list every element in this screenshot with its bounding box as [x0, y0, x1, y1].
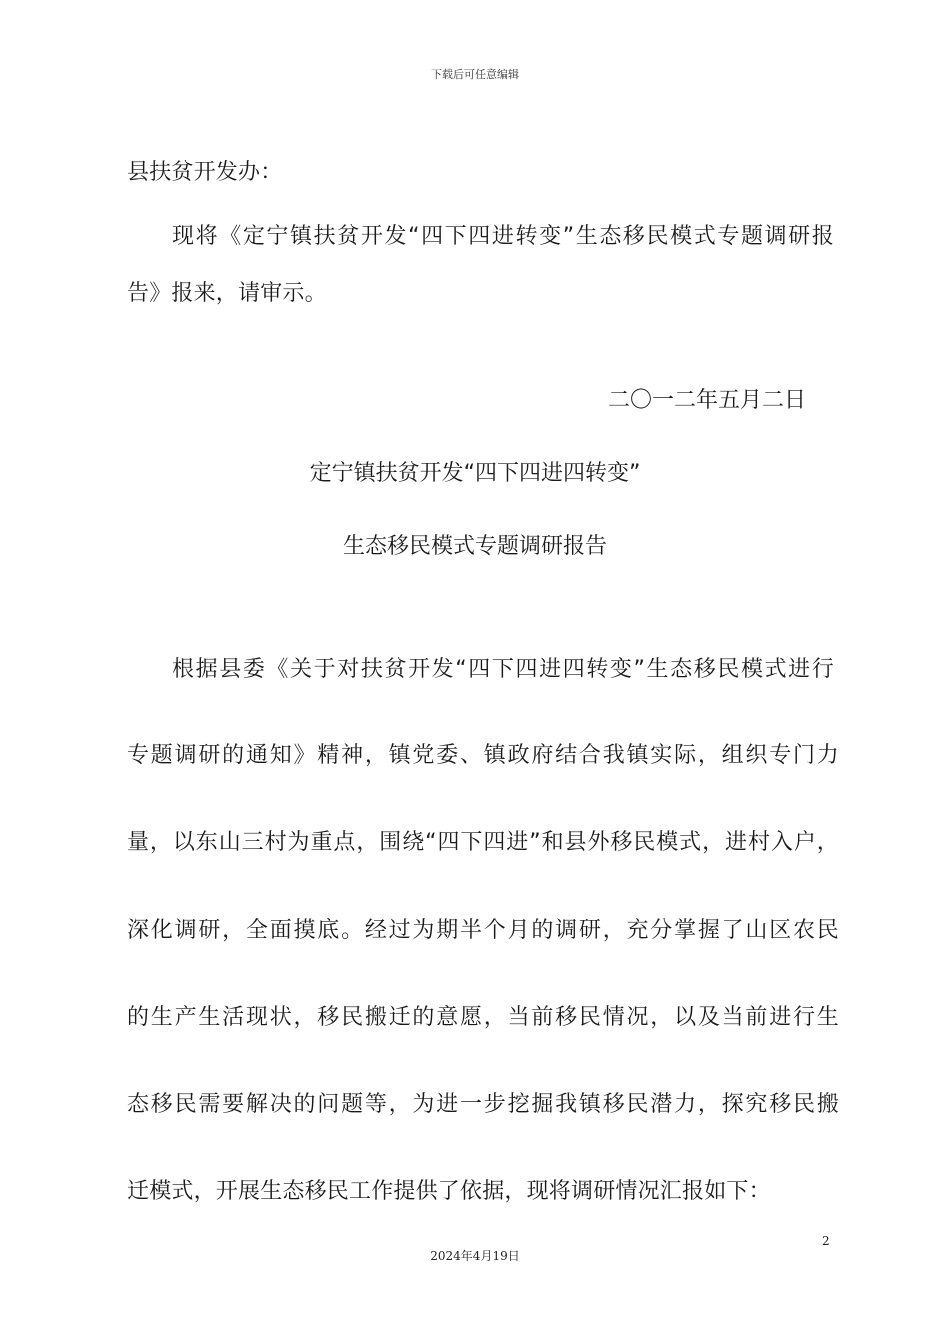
- report-title-line-2: 生态移民模式专题调研报告: [342, 534, 607, 559]
- paragraph-line: 深化调研，全面摸底。经过为期半个月的调研，充分掌握了山区农民: [127, 918, 839, 943]
- footer-date: 2024年4月19日: [430, 1249, 520, 1263]
- paragraph-line: 迁模式，开展生态移民工作提供了依据，现将调研情况汇报如下：: [127, 1179, 771, 1204]
- letter-addressee: 县扶贫开发办：: [127, 160, 283, 185]
- paragraph-line: 的生产生活现状，移民搬迁的意愿，当前移民情况，以及当前进行生: [127, 1005, 839, 1030]
- paragraph-line: 专题调研的通知》精神，镇党委、镇政府结合我镇实际，组织专门力: [127, 743, 839, 768]
- paragraph-line: 根据县委《关于对扶贫开发“四下四进四转变”生态移民模式进行: [172, 657, 834, 682]
- letter-body-line: 告》报来，请审示。: [127, 281, 327, 306]
- letter-body-line: 现将《定宁镇扶贫开发“四下四进转变”生态移民模式专题调研报: [172, 224, 834, 249]
- page-number: 2: [822, 1234, 830, 1248]
- paragraph-line: 量，以东山三村为重点，围绕“四下四进”和县外移民模式，进村入户，: [127, 830, 839, 855]
- report-title-line-1: 定宁镇扶贫开发“四下四进四转变”: [309, 461, 641, 486]
- letter-date: 二〇一二年五月二日: [608, 388, 807, 413]
- header-note: 下载后可任意编辑: [431, 68, 519, 81]
- paragraph-line: 态移民需要解决的问题等，为进一步挖掘我镇移民潜力，探究移民搬: [127, 1092, 839, 1117]
